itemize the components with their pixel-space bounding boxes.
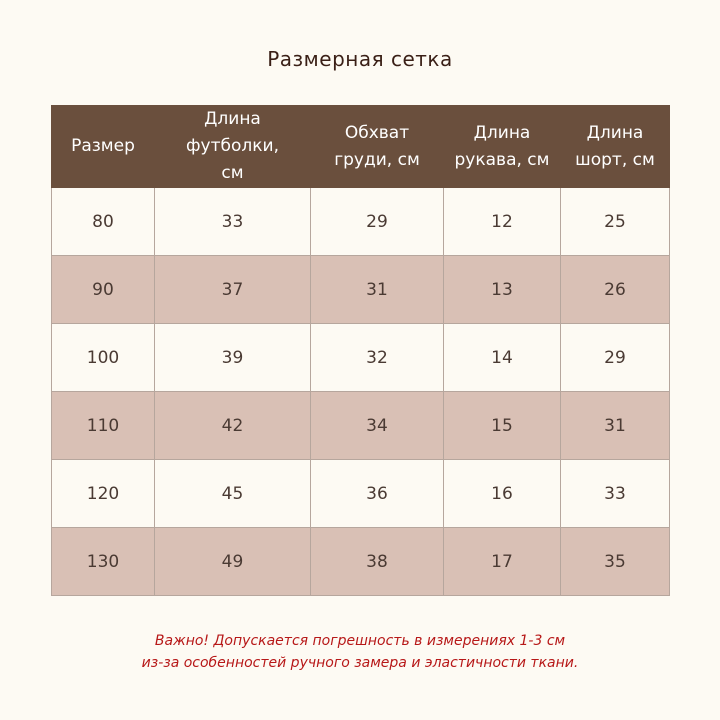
table-cell: 130 [52, 528, 155, 596]
table-cell: 31 [561, 392, 670, 460]
table-cell: 35 [561, 528, 670, 596]
table-cell: 34 [311, 392, 444, 460]
table-header-row [52, 106, 670, 188]
table-cell: 110 [52, 392, 155, 460]
table-cell: 90 [52, 256, 155, 324]
table-cell: 16 [444, 460, 561, 528]
table-row [52, 460, 670, 528]
header-size: Размер [52, 106, 155, 188]
measurement-note [0, 630, 720, 674]
table-cell: 29 [311, 188, 444, 256]
table-cell: 13 [444, 256, 561, 324]
table-cell: 42 [155, 392, 311, 460]
size-chart-table [51, 105, 670, 596]
table-cell: 120 [52, 460, 155, 528]
table-row [52, 392, 670, 460]
header-chest-girth: Обхват груди, см [311, 106, 444, 188]
table-cell: 12 [444, 188, 561, 256]
header-sleeve-length: Длина рукава, см [444, 106, 561, 188]
table-cell: 25 [561, 188, 670, 256]
note-line-1: Важно! Допускается погрешность в измерениях 1-3 см [154, 633, 566, 649]
table-row [52, 528, 670, 596]
table-row [52, 188, 670, 256]
table-cell: 100 [52, 324, 155, 392]
page-title: Размерная сетка [267, 47, 453, 71]
header-tshirt-length: Длина футболки, см [155, 106, 311, 188]
table-cell: 17 [444, 528, 561, 596]
table-cell: 36 [311, 460, 444, 528]
header-shorts-length: Длина шорт, см [561, 106, 670, 188]
table-cell: 15 [444, 392, 561, 460]
table-row [52, 256, 670, 324]
table-cell: 14 [444, 324, 561, 392]
note-line-2: из-за особенностей ручного замера и эластичности ткани. [141, 655, 579, 671]
table-cell: 49 [155, 528, 311, 596]
table-cell: 31 [311, 256, 444, 324]
table-cell: 33 [561, 460, 670, 528]
table-cell: 33 [155, 188, 311, 256]
table-cell: 80 [52, 188, 155, 256]
table-cell: 29 [561, 324, 670, 392]
table-row [52, 324, 670, 392]
table-cell: 45 [155, 460, 311, 528]
table-cell: 39 [155, 324, 311, 392]
table-cell: 37 [155, 256, 311, 324]
table-cell: 32 [311, 324, 444, 392]
table-cell: 38 [311, 528, 444, 596]
table-cell: 26 [561, 256, 670, 324]
